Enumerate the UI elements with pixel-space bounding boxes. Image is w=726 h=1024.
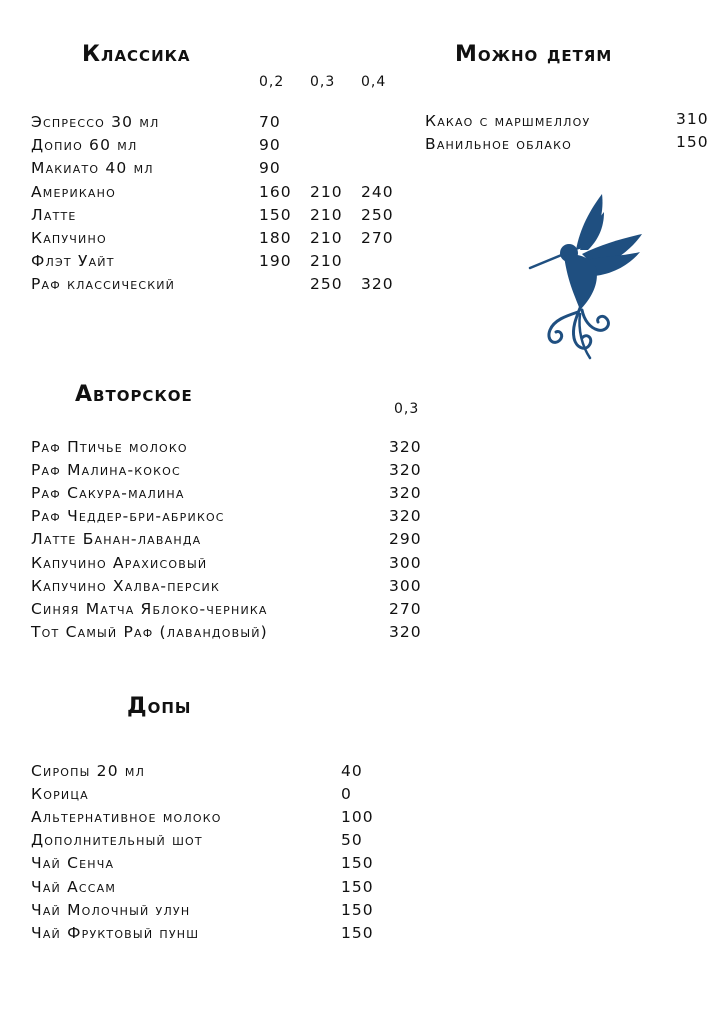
classic-item-name: Макиато 40 мл <box>31 159 154 178</box>
classic-item-price: 210 <box>310 182 343 201</box>
classic-item-price: 190 <box>259 252 292 271</box>
author-item-price: 270 <box>389 599 422 618</box>
classic-item-name: Раф классический <box>31 275 176 294</box>
classic-title: Классика <box>82 42 191 67</box>
author-title: Авторское <box>75 382 193 407</box>
author-item-price: 320 <box>389 622 422 641</box>
classic-item-price: 150 <box>259 205 292 224</box>
author-item-name: Тот Самый Раф (лавандовый) <box>31 622 268 641</box>
classic-item-name: Эспрессо 30 мл <box>31 113 160 131</box>
extras-item-name: Чай Сенча <box>31 854 115 873</box>
classic-item-name: Допио 60 мл <box>31 136 138 155</box>
author-item-name: Синяя Матча Яблоко-черника <box>31 599 268 618</box>
classic-item-price: 90 <box>259 136 281 155</box>
classic-item-price: 160 <box>259 182 292 201</box>
author-item-price: 320 <box>389 507 422 526</box>
author-item-name: Капучино Халва-персик <box>31 576 220 595</box>
extras-item-name: Альтернативное молоко <box>31 808 222 827</box>
classic-item-name: Флэт Уайт <box>31 252 115 271</box>
classic-item-name: Американо <box>31 182 116 201</box>
kids-item-name: Ванильное облако <box>425 135 572 154</box>
classic-item-price: 210 <box>310 252 343 271</box>
classic-size-04: 0,4 <box>361 74 387 90</box>
extras-item-price: 150 <box>341 923 374 942</box>
author-size: 0,3 <box>394 401 420 417</box>
classic-item-name: Капучино <box>31 229 107 247</box>
kids-item-price: 310 <box>676 110 709 128</box>
author-item-name: Капучино Арахисовый <box>31 553 208 572</box>
classic-item-name: Латте <box>31 205 77 224</box>
classic-size-02: 0,2 <box>259 74 285 90</box>
extras-item-price: 100 <box>341 808 374 827</box>
extras-item-price: 40 <box>341 762 363 780</box>
kids-item-name: Какао с маршмеллоу <box>425 112 591 130</box>
classic-item-price: 210 <box>310 229 343 247</box>
extras-item-price: 150 <box>341 900 374 919</box>
extras-item-name: Чай Ассам <box>31 877 117 896</box>
extras-item-name: Сиропы 20 мл <box>31 762 146 780</box>
extras-item-price: 50 <box>341 831 363 850</box>
classic-item-price: 270 <box>361 229 394 247</box>
extras-item-name: Дополнительный шот <box>31 831 203 850</box>
extras-item-price: 150 <box>341 854 374 873</box>
classic-item-price: 240 <box>361 182 394 201</box>
classic-item-price: 250 <box>361 205 394 224</box>
classic-item-price: 180 <box>259 229 292 247</box>
author-item-price: 320 <box>389 438 422 456</box>
kids-title: Можно детям <box>455 42 613 67</box>
classic-item-price: 250 <box>310 275 343 294</box>
extras-item-price: 150 <box>341 877 374 896</box>
classic-size-03: 0,3 <box>310 74 336 90</box>
extras-title: Допы <box>127 694 192 719</box>
author-item-name: Раф Чеддер-бри-абрикос <box>31 507 225 526</box>
author-item-name: Раф Сакура-малина <box>31 484 185 503</box>
extras-item-price: 0 <box>341 785 352 804</box>
author-item-price: 320 <box>389 461 422 480</box>
kids-item-price: 150 <box>676 133 709 152</box>
author-item-name: Раф Птичье молоко <box>31 438 188 456</box>
author-item-price: 290 <box>389 530 422 549</box>
classic-item-price: 70 <box>259 113 281 131</box>
author-item-price: 300 <box>389 576 422 595</box>
extras-item-name: Чай Фруктовый пунш <box>31 923 200 942</box>
author-item-name: Латте Банан-лаванда <box>31 530 202 549</box>
classic-item-price: 320 <box>361 275 394 294</box>
author-item-price: 300 <box>389 553 422 572</box>
hummingbird-icon <box>524 188 648 363</box>
classic-item-price: 90 <box>259 159 281 178</box>
extras-item-name: Корица <box>31 785 89 804</box>
extras-item-name: Чай Молочный улун <box>31 900 191 919</box>
author-item-price: 320 <box>389 484 422 503</box>
classic-item-price: 210 <box>310 205 343 224</box>
author-item-name: Раф Малина-кокос <box>31 461 181 480</box>
